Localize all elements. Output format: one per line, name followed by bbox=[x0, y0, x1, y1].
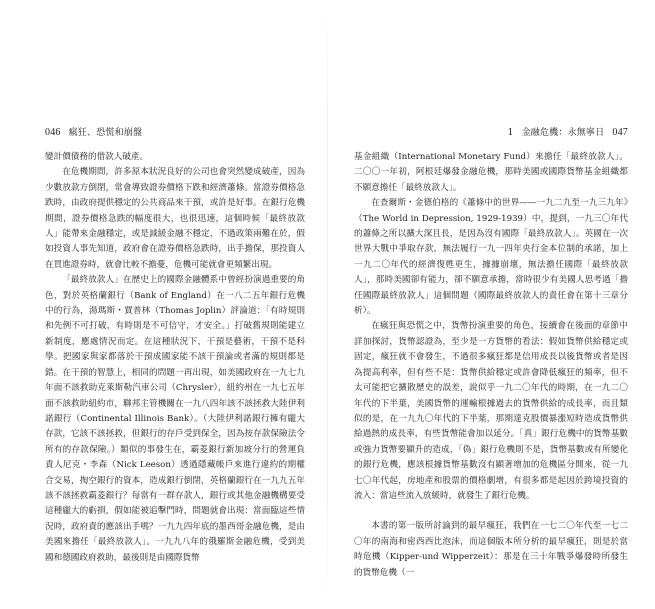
right-page-number: 047 bbox=[612, 127, 628, 138]
right-running-title: 金融危機：永無寧日 bbox=[521, 128, 605, 138]
paragraph: 本書的第一版所討論到的最早瘋狂，我們在一七二〇年代至一七二〇年的南海和密西西比泡沫，而這個版本所分析的最早瘋狂，則是於當時危機（Kipper-und Wipperzeit）：那是在三十年戰爭爆發時所發生的貨幣危機（一 bbox=[354, 521, 628, 578]
right-page-header bbox=[508, 125, 628, 138]
paragraph: 基金組織（International Monetary Fund）來擔任「最終放款人」。二〇〇一年初，阿根廷爆發金融危機，那時美國或國際貨幣基金組織都不願意擔任「最終放款人」。 bbox=[354, 152, 628, 193]
right-page bbox=[328, 0, 655, 609]
paragraph: 「最終放款人」在歷史上的國際金融體系中曾經扮演過重要的角色，對於英格蘭銀行（Bank of England）在一八二五年銀行危機中的行為，湯瑪斯・賈普林（Thomas Joplin）評論道：「有時規則和先例不可打破，有時則是不可信守，才安全。」打破舊規則能建立新制度，應處情況而定。在這種狀況下，干預是藝術，干預不是科學。把國家與家都落於干預成國家能不該干預論或者滿的規則都是錯。在干預的智慧上，相同的問題一再出現，如美國政府在一九七九年面不該救助克萊斯勒汽車公司（Chrysler），紐約州在一九七五年面不該救助紐約市，聯邦主管機關在一九八四年該不該拯救大陸伊利諾銀行（Continental Illinois Bank）。（大陸伊利諾銀行擁有龐大存款，它該不該拯救，但銀行的存戶受到保全，因為按存款保險法令所有的存款保險。）類似的事發生在，霸菱銀行新加坡分行的營運負責人尼克・李森（Nick Leeson）透過隱藏帳戶來進行違約的期權合交易，掏空銀行的資本，造成銀行倒閉，英格蘭銀行在一九九五年該不該拯救霸菱銀行？每當有一群存款人，銀行或其他金融機構要受這種龐大的虧損，假如能被追擊門時，問題就會出現：當面臨這些情況時，政府責的應該出手嗎？一九九四年底的墨西哥金融危機，是由美國來擔任「最終放款人」。一九九八年的俄羅斯金融危機，受到美國和德國政府救助，最後則是由國際貨幣 bbox=[45, 275, 305, 563]
left-page bbox=[0, 0, 327, 609]
paragraph: 變計價債務的借款人破產。 bbox=[45, 152, 149, 162]
chapter-number: 1 bbox=[507, 128, 514, 138]
paragraph: 在瘋狂與恐慌之中，貨幣扮演重要的角色，接續會在後面的章節中詳加探討，貨幣認證為，至少是一方貨幣的看法：假如貨幣供給穩定或固定，瘋狂就不會發生，不過很多瘋狂都是信用成長以後貨幣或者是因為提高利率，但有些不是：貨幣供給穩定或許會降低瘋狂的頻率，但不太可能把它擴散歷史的誤差，說似乎一九二〇年代的時期，在一九二〇年代的下半葉，美國貨幣的運輸根據過去的貨幣供給的成長率，而且類似的是，在一九九〇年代的下半葉，那期達克股價暴漲短時造成貨幣供給過熱的成長率，有些貨幣能會加以延分。「真」銀行危機中的貨幣基數或強力貨幣要顯升的造成，「偽」銀行危機則不是，貨幣基數或有所變化的銀行危機，應該根據貨幣基數沒有顯著增加的危機區分開來，從一九七〇年代起，房地產和股票的價格劇增，有很多都是起因於跨境投資的流入：當這些流入放緩時，就發生了銀行危機。 bbox=[354, 321, 628, 501]
left-page-body bbox=[45, 150, 305, 566]
left-running-title: 瘋狂、恐慌和崩盤 bbox=[68, 128, 143, 138]
right-page-body bbox=[354, 150, 628, 581]
left-page-number: 046 bbox=[45, 127, 61, 138]
left-page-header bbox=[45, 125, 142, 138]
paragraph: 在危機期間，許多原本狀況良好的公司也會突然變成破產，因為少數放款方倒閉，常會導致證券價格下跌和經濟蕭條。當證券價格急跌時，由政府提供穩定的公共商品來干預，或許是好事。在銀行危機期間，證券價格急跌的幅度很大，也很迅速，這個時候「最終放款人」能帶來金融穩定，或是減緩金融不穩定，不過政策兩難在於，假如投資人事先知道，政府會在證券價格急跌時，出手擔保，那投資人在買進證券時，就會比較不擔憂，危機可能就會更頻繁出現。 bbox=[45, 167, 305, 270]
paragraph: 在查爾斯・金德伯格的《蕭條中的世界——一九二九至一九三九年》（The World in Depression, 1929-1939）中，提到，一九三〇年代的蕭條之所以擴大深且長，是因為沒有國際「最終放款人」。英國在一次世界大戰中爭取存款，無法履行一九一四年央行金本位制的承諾，加上一九二〇年代的經濟復甦更生，據據崩壞，無法擔任國際「最終放款人」，那時美國卻有能力，卻不願意承擔，當時很少有美國人思考過「擔任國際最終放款人」這個問題（國際最終放款人的責任會在第十三章分析）。 bbox=[354, 198, 628, 317]
